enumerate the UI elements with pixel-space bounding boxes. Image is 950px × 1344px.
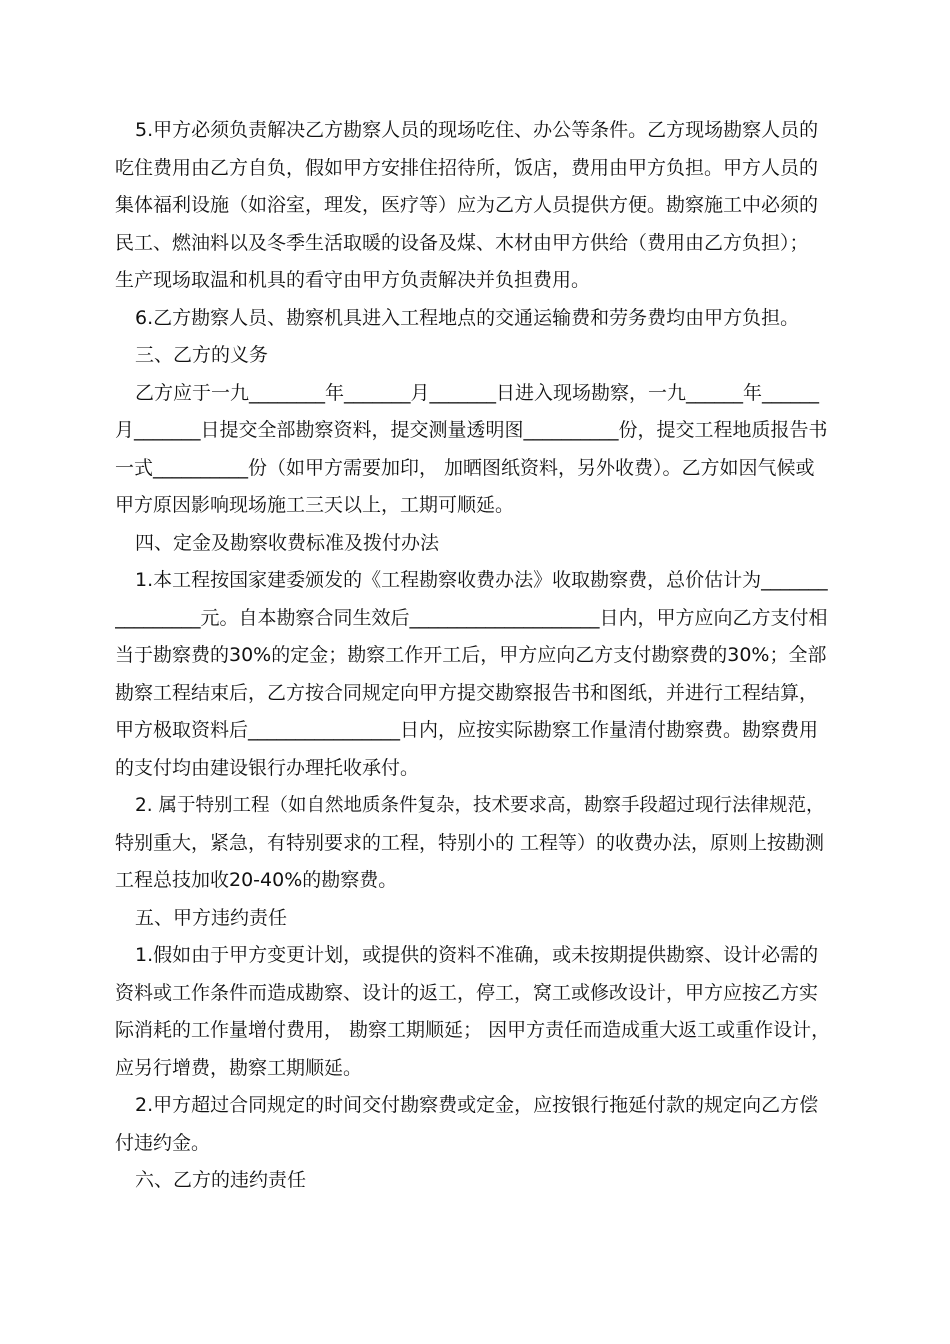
text-line: 工程总技加收20-40%的勘察费。 [115,869,398,891]
text-line: 甲方极取资料后________________日内，应按实际勘察工作量清付勘察费。勘察费用 [115,719,819,741]
text-line: 集体福利设施（如浴室，理发，医疗等）应为乙方人员提供方便。勘察施工中必须的 [115,194,819,216]
text-line: 四、定金及勘察收费标准及拨付办法 [135,531,440,554]
text-line: 资料或工作条件而造成勘察、设计的返工，停工，窝工或修改设计，甲方应按乙方实 [115,981,819,1004]
text-line: 乙方应于一九________年_______月_______日进入现场勘察，一九______年______ [135,381,820,404]
text-line: 月_______日提交全部勘察资料，提交测量透明图__________份，提交工程地质报告书 [115,419,828,441]
text-line: 1.假如由于甲方变更计划，或提供的资料不准确，或未按期提供勘察、设计必需的 [135,944,819,966]
text-line: 五、甲方违约责任 [135,906,288,929]
text-line: 民工、燃油料以及冬季生活取暖的设备及煤、木材由甲方供给（费用由乙方负担）； [115,231,809,254]
text-line: 2. 属于特别工程（如自然地质条件复杂，技术要求高，勘察手段超过现行法律规范， [135,795,825,816]
text-line: 的支付均由建设银行办理托收承付。 [115,756,420,779]
text-line: 一式__________份（如甲方需要加印， 加晒图纸资料，另外收费）。乙方如因气候或 [115,456,815,479]
text-line: 吃住费用由乙方自负，假如甲方安排住招待所，饭店，费用由甲方负担。甲方人员的 [115,156,819,179]
text-line: 三、乙方的义务 [135,344,269,366]
text-line: 生产现场取温和机具的看守由甲方负责解决并负担费用。 [115,269,591,291]
text-line: 六、乙方的违约责任 [135,1169,307,1191]
text-line: 特别重大，紧急，有特别要求的工程，特别小的 工程等）的收费办法，原则上按勘测 [115,831,825,854]
text-line: 付违约金。 [115,1131,211,1154]
text-line: 6.乙方勘察人员、勘察机具进入工程地点的交通运输费和劳务费均由甲方负担。 [135,306,800,329]
text-line: 5.甲方必须负责解决乙方勘察人员的现场吃住、办公等条件。乙方现场勘察人员的 [135,119,819,141]
text-line: 2.甲方超过合同规定的时间交付勘察费或定金，应按银行拖延付款的规定向乙方偿 [135,1094,819,1116]
text-line: 应另行增费，勘察工期顺延。 [115,1056,363,1079]
contract-text [115,112,840,1200]
text-line: 当于勘察费的30%的定金；勘察工作开工后，甲方应向乙方支付勘察费的30%；全部 [115,644,827,666]
text-line: 1.本工程按国家建委颁发的《工程勘察收费办法》收取勘察费，总价估计为_______ [135,569,828,591]
text-line: 勘察工程结束后，乙方按合同规定向甲方提交勘察报告书和图纸，并进行工程结算， [115,681,819,704]
text-line: _________元。自本勘察合同生效后____________________日内，甲方应向乙方支付相 [115,606,828,629]
text-line: 际消耗的工作量增付费用， 勘察工期顺延； 因甲方责任而造成重大返工或重作设计， [115,1019,831,1041]
text-line: 甲方原因影响现场施工三天以上，工期可顺延。 [115,494,515,516]
